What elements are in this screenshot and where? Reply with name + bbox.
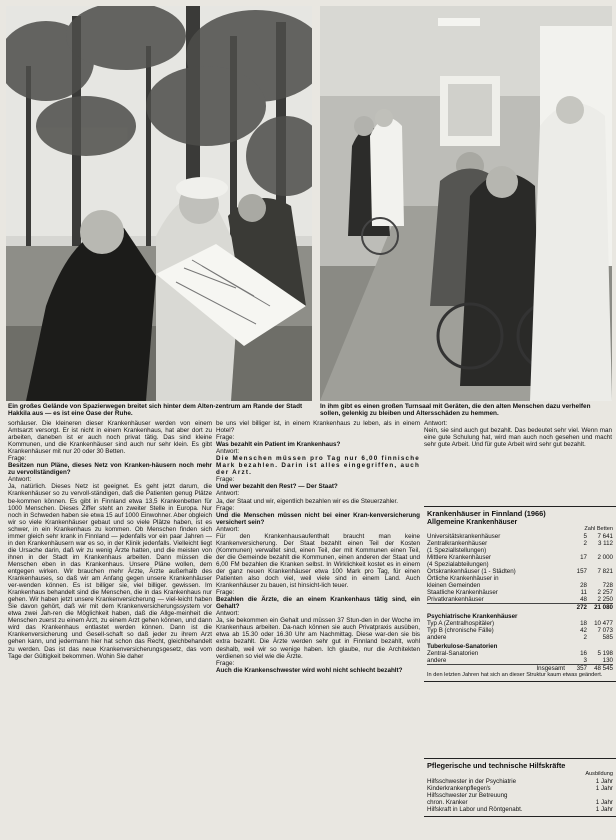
table-row [427, 657, 613, 664]
row-beds: 2 000 [597, 553, 613, 561]
qa-label: Frage: [216, 434, 235, 442]
row-count [571, 547, 587, 554]
table-row [427, 620, 613, 627]
row-count [571, 561, 587, 568]
tb-section-title: Tuberkulose-Sanatorien [427, 642, 498, 650]
row-count: 11 [580, 588, 587, 596]
row-name: (1 Speziallstellungen) [427, 546, 487, 554]
row-name: Typ B (chronische Fälle) [427, 626, 494, 634]
row-name: Universitätskrankenhäuser [427, 532, 501, 540]
row-beds [587, 547, 613, 554]
row-name: kleinen Gemeinden [427, 581, 481, 589]
total-beds: 48 545 [594, 664, 613, 672]
hospitals-table-title: Krankenhäuser in Finnland (1966) [427, 509, 546, 518]
psychiatric-section-title: Psychiatrische Krankenhäuser [427, 612, 518, 620]
psychiatric-rows [427, 620, 613, 641]
table-row [427, 596, 613, 603]
qa-label: Frage: [216, 589, 235, 597]
table-row [427, 568, 613, 575]
paragraph: Ja, natürlich. Dieses Netz ist geeignet. Es geht jetzt darum, die Krankenhäuser so zu vervoll-ständigen, daß die Patienten genug Plätze be-kommen können. Es gibt in Finnland etwa 13,5 Krankenbetten für 1000 Menschen. Dieses Ziffer steht an zweiter Stelle in Europa. Nur noch in Schweden haben sie etwa 15 auf 1000 Einwohner. Aber obgleich wir so viele Krankenhäuser gebaut und so viele Plätze haben, ist es schwer, in ein Krankenhaus zu kommen. Ob Menschen finden sich immer gleich sehr krank in Finnland — jedenfalls vor ein paar Jahren — in den Krankenhäusern war es so, in der Klinik jedenfalls. Vielleicht liegt die Ursache darin, daß wir zu wenig Ärzte hatten, und die meisten von ihnen in der Stadt im Krankenhaus arbeiten. Dann müssen die Menschen eben in das Krankenhaus. Unsere Pläne wollen, dem entgegen wirken. Wir brauchen mehr Ärzte, Ärzte außerhalb des Krankenhauses, so daß wir am Anfang gegen unsere Krankenhäuser ver-wenden können. Es ist billiger sie, viel billiger. gewissen. Im Krankenhaus behandelt sind die Menschen, die in das Krankenhaus nur gehen. Wir haben jetzt unsere Krankenversicherung — viel-leicht haben Sie davon gehört, daß wir mit dem Krankenversicherungssystem vor etwa zwei Jah-ren die Möglichkeit haben, daß die Allge-meinheit die Menschen zuerst zu einem Arzt, zu einem Arzt gehen können, und dann wird das Krankenhaus entlastet werden können. Dann ist die Krankenversicherung und Gesell-schaft so daß jeder zu ihrem Arzt gehen kann, und jedermann hier hat schon das Recht, gleichbehandelt zu werden. Das ist das neue Krankenversicherungsgesetz, das vom Tage der Gültigkeit bekommen. Wohin Sie daher [8, 483, 212, 660]
table-row [427, 785, 613, 792]
row-name: andere [427, 633, 447, 641]
table-row [427, 799, 613, 806]
hospitals-table-rows [427, 533, 613, 603]
table-row [427, 650, 613, 657]
hospitals-subtotal-row [427, 603, 613, 611]
row-name: Staatliche Krankenhäuser [427, 588, 498, 596]
photo-left-image [6, 6, 312, 401]
row-name: Ortskrankenhäuser (1 - Städten) [427, 567, 516, 575]
caption-left: Ein großes Gelände von Spazierwegen breitet sich hinter dem Alten-zentrum am Rande der Stadt Hakkila aus — es ist eine Oase der Ruhe. [8, 403, 303, 418]
row-name: Zentralkrankenhäuser [427, 539, 488, 547]
subtotal-count: 272 [576, 603, 587, 611]
row-count: 2 [583, 633, 587, 641]
question-text: Besitzen nun Pläne, dieses Netz von Kranken-häusern noch mehr zu vervollständigen? [8, 462, 212, 477]
hospitals-table [424, 506, 616, 682]
row-name: Privatkrankenhäuser [427, 595, 484, 603]
row-beds [587, 575, 613, 582]
hospitals-table-note: In den letzten Jahren hat sich an dieser Struktur kaum etwas geändert. [427, 671, 603, 678]
row-count: 157 [576, 567, 587, 575]
article-column-2 [216, 420, 420, 836]
qa-label: Antwort: [216, 525, 240, 533]
row-beds: 7 821 [597, 567, 613, 575]
table-row [427, 547, 613, 554]
row-beds: 7 073 [597, 626, 613, 634]
row-duration: 1 Jahr [595, 805, 613, 813]
photo-right-image [320, 6, 612, 401]
row-count: 2 [583, 539, 587, 547]
qa-label: Frage: [8, 455, 27, 463]
hospitals-total-row [427, 664, 613, 672]
table-row [427, 778, 613, 785]
qa-label: Frage: [216, 659, 235, 667]
table-row [427, 582, 613, 589]
qa-label: Frage: [216, 476, 235, 484]
row-beds: 2 250 [597, 595, 613, 603]
paragraph: Nein, sie sind auch gut bezahlt. Das bedeutet sehr viel. Wenn man eine gute Schulung hat, wird man auch noch gesehen und macht sehr gute Arbeit. Und für gute Arbeit wird sehr gut bezahlt. [424, 427, 612, 449]
auxiliary-table-col-header: Ausbildung [585, 770, 613, 777]
row-name: Typ A (Zentralhospitäler) [427, 619, 495, 627]
auxiliary-staff-table [424, 758, 616, 817]
row-beds: 728 [602, 581, 613, 589]
question-text: Und die Menschen müssen nicht bei einer Kran-kenversicherung versichert sein? [216, 511, 420, 526]
paragraph: Die Menschen müssen pro Tag nur 6,00 finnische Mark bezahlen. Darin ist alles eingegriffen, auch der Arzt. [216, 455, 420, 477]
row-beds: 585 [602, 633, 613, 641]
tb-rows [427, 650, 613, 664]
qa-label: Antwort: [216, 448, 240, 456]
paragraph: be uns viel billiger ist, in einem Krankenhaus zu leben, als in einem Hotel? [216, 420, 420, 435]
row-beds: 7 641 [597, 532, 613, 540]
row-count: 17 [580, 553, 587, 561]
paragraph: sorhäuser. Die kleineren dieser Krankenhäuser werden von einem Amtsarzt versorgt. Er ist nicht in einem Krankenhaus, hat aber dort zu arbeiten, daneben ist er auch noch privat tätig. Das sind kleine Kommunen, und die Krankenhäuser sind auch nur sehr klein. Es gibt Krankenhäuser mit nur 20 oder 30 Betten. [8, 420, 212, 456]
row-name: Zentral-Sanatorien [427, 649, 479, 657]
question-text: Und wer bezahlt den Rest? — Der Staat? [216, 483, 338, 491]
qa-label: Frage: [216, 504, 235, 512]
total-count: 357 [576, 664, 587, 672]
table-row [427, 540, 613, 547]
question-text: Bezahlen die Ärzte, die an einem Krankenhaus tätig sind, ein Gehalt? [216, 596, 420, 611]
auxiliary-table-rows [427, 778, 613, 813]
table-row [427, 806, 613, 813]
row-count: 48 [580, 595, 587, 603]
qa-label: Antwort: [216, 490, 240, 498]
table-row [427, 589, 613, 596]
hospitals-table-col-header: Zahl Betten [584, 525, 613, 532]
row-beds: 3 112 [597, 539, 613, 547]
total-label: Insgesamt [536, 664, 565, 672]
paragraph: Ja, der Staat und wir, eigentlich bezahlen wir es die Steuerzahler. [216, 497, 399, 505]
row-name: Hilfsschwester zur Betreuung [427, 791, 508, 799]
paragraph: Ja, sie bekommen ein Gehalt und müssen 37 Stun-den in der Woche im Krankenhaus arbeiten. Da-nach können sie auch Privatpraxis ausüben, etwa ab 15.30 oder 16.30 Uhr am Nachmittag. Diese war-den sie bis extra bezahlt. Die Ärzte werden sehr gut in Finnland bezahlt, wohl deshalb, weil wir so wenige haben. Ich glaube, nur die Architekten verdienen so viel wie die Ärzte. [216, 617, 420, 660]
row-count: 18 [580, 619, 587, 627]
caption-right: In ihm gibt es einen großen Turnsaal mit Geräten, die den alten Menschen dazu verhelfen sollen, gelenkig zu bleiben und Altersschäden zu hemmen. [320, 403, 591, 418]
table-row [427, 792, 613, 799]
qa-label: Antwort: [216, 610, 240, 618]
photo-right [320, 6, 612, 401]
table-row [427, 561, 613, 568]
qa-label: Antwort: [8, 476, 32, 484]
question-text: Auch die Krankenschwester wird wohl nicht schlecht bezahlt? [216, 666, 403, 674]
row-name: chron. Kranker [427, 798, 468, 806]
row-count: 42 [580, 626, 587, 634]
photo-left [6, 6, 312, 401]
table-row [427, 634, 613, 641]
row-count: 28 [580, 581, 587, 589]
row-beds: 10 477 [594, 619, 613, 627]
row-duration: 1 Jahr [595, 784, 613, 792]
row-count [571, 575, 587, 582]
row-name: andere [427, 656, 447, 664]
row-beds: 5 198 [597, 649, 613, 657]
row-duration: 1 Jahr [595, 777, 613, 785]
row-beds [587, 561, 613, 568]
row-name: Kinderkrankenpfleger/s [427, 784, 491, 792]
hospitals-table-subtitle: Allgemeine Krankenhäuser [427, 518, 518, 526]
table-row [427, 533, 613, 540]
article-column-1 [8, 420, 212, 836]
row-duration: 1 Jahr [595, 798, 613, 806]
row-name: Mittlere Krankenhäuser [427, 553, 491, 561]
row-name: Örtliche Krankenhäuser in [427, 574, 499, 582]
row-count: 16 [580, 649, 587, 657]
question-text: Was bezahlt ein Patient im Krankenhaus? [216, 441, 341, 449]
row-count: 3 [583, 656, 587, 664]
row-name: Hilfskraft in Labor und Röntgenabt. [427, 805, 523, 813]
row-beds: 2 257 [597, 588, 613, 596]
table-row [427, 575, 613, 582]
paragraph: Für den Krankenhausaufenthalt braucht man keine Krankenversicherung. Der Staat bezahlt einen Teil der Kosten (Kommunen) verwaltet sind, einen Teil, der mit Kommunen einen Teil, der die Gemeinde bezahlt die Kommunen, einen anderen der Staat und 6,00 FM bezahlen die Kranken selbst. In Wirklichkeit kostet es in einem der ganz neuen Krankenhäuser etwa 100 Mark pro Tag, für einen Patienten also doch viel, weil viele sind in einem Land. Auch Krankenhäuser zu bauen, ist hinsicht-lich teuer. [216, 532, 420, 590]
auxiliary-table-title: Pflegerische und technische Hilfskräfte [427, 761, 566, 770]
subtotal-beds: 21 080 [594, 603, 613, 611]
article-column-3 [424, 420, 612, 500]
qa-label: Antwort: [424, 420, 448, 427]
row-count: 5 [583, 532, 587, 540]
row-beds: 130 [602, 656, 613, 664]
table-row [427, 627, 613, 634]
row-name: (4 Spezialabteilungen) [427, 560, 489, 568]
row-name: Hilfsschwester in der Psychiatrie [427, 777, 517, 785]
table-row [427, 554, 613, 561]
